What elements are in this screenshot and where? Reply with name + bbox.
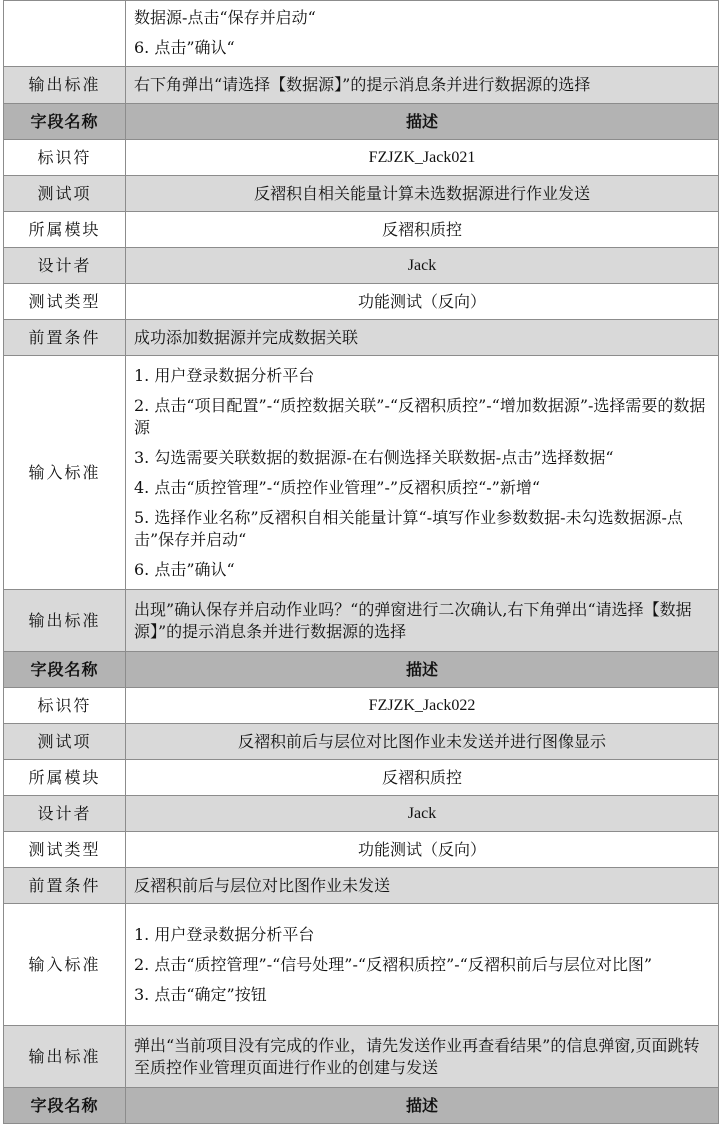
input-label: 输入标准 — [4, 356, 126, 590]
case-id: FZJZK_Jack021 — [126, 140, 719, 176]
header-row — [4, 104, 719, 140]
test-type-label: 测试类型 — [4, 832, 126, 868]
output-label: 输出标准 — [4, 590, 126, 652]
description-header: 描述 — [126, 104, 719, 140]
description-header: 描述 — [126, 652, 719, 688]
table-row — [4, 590, 719, 652]
module-value: 反褶积质控 — [126, 760, 719, 796]
table-row — [4, 1026, 719, 1088]
step-text: 5. 选择作业名称”反褶积自相关能量计算“-填写作业参数数据-未勾选数据源-点击”保存并启动“ — [134, 507, 683, 549]
header-row — [4, 652, 719, 688]
table-row — [4, 284, 719, 320]
designer-label: 设计者 — [4, 796, 126, 832]
precondition-label: 前置条件 — [4, 320, 126, 356]
input-label: 输入标准 — [4, 904, 126, 1026]
id-label: 标识符 — [4, 688, 126, 724]
module-label: 所属模块 — [4, 760, 126, 796]
test-item: 反褶积自相关能量计算未选数据源进行作业发送 — [126, 176, 719, 212]
case-id: FZJZK_Jack022 — [126, 688, 719, 724]
designer-label: 设计者 — [4, 248, 126, 284]
table-row — [4, 67, 719, 104]
table-row — [4, 868, 719, 904]
table-row — [4, 796, 719, 832]
table-row — [4, 760, 719, 796]
step-text: 2. 点击“项目配置”-“质控数据关联”-“反褶积质控”-“增加数据源”-选择需要的数据源 — [134, 395, 706, 437]
step-text: 2. 点击“质控管理”-“信号处理”-“反褶积质控”-“反褶积前后与层位对比图” — [134, 954, 653, 974]
test-item-label: 测试项 — [4, 724, 126, 760]
precondition-value: 成功添加数据源并完成数据关联 — [126, 320, 719, 356]
table-row — [4, 356, 719, 590]
table-row — [4, 140, 719, 176]
table-row — [4, 320, 719, 356]
step-text: 6. 点击”确认“ — [134, 38, 235, 57]
test-type-label: 测试类型 — [4, 284, 126, 320]
test-type-value: 功能测试（反向） — [126, 284, 719, 320]
output-label: 输出标准 — [4, 67, 126, 104]
label-cell — [4, 1, 126, 67]
output-text: 右下角弹出“请选择【数据源】”的提示消息条并进行数据源的选择 — [126, 67, 719, 104]
description-header: 描述 — [126, 1088, 719, 1124]
field-name-header: 字段名称 — [4, 652, 126, 688]
module-label: 所属模块 — [4, 212, 126, 248]
output-label: 输出标准 — [4, 1026, 126, 1088]
test-type-value: 功能测试（反向） — [126, 832, 719, 868]
step-text: 1. 用户登录数据分析平台 — [134, 365, 315, 385]
designer-value: Jack — [126, 796, 719, 832]
table-row — [4, 688, 719, 724]
table-row — [4, 724, 719, 760]
table-row — [4, 212, 719, 248]
table-row — [4, 176, 719, 212]
header-row — [4, 1088, 719, 1124]
step-text: 数据源-点击“保存并启动“ — [134, 8, 316, 27]
input-steps-cell — [126, 904, 719, 1026]
step-text: 6. 点击”确认“ — [134, 559, 235, 579]
step-text: 4. 点击“质控管理”-“质控作业管理”-”反褶积质控“-”新增“ — [134, 477, 541, 497]
field-name-header: 字段名称 — [4, 1088, 126, 1124]
table-row — [4, 904, 719, 1026]
input-steps-cell — [126, 1, 719, 67]
table-row — [4, 1, 719, 67]
precondition-label: 前置条件 — [4, 868, 126, 904]
precondition-value: 反褶积前后与层位对比图作业未发送 — [126, 868, 719, 904]
step-text: 1. 用户登录数据分析平台 — [134, 924, 315, 944]
module-value: 反褶积质控 — [126, 212, 719, 248]
table-row — [4, 248, 719, 284]
field-name-header: 字段名称 — [4, 104, 126, 140]
input-steps-cell — [126, 356, 719, 590]
test-item-label: 测试项 — [4, 176, 126, 212]
output-text: 弹出“当前项目没有完成的作业，请先发送作业再查看结果”的信息弹窗,页面跳转至质控作业管理页面进行作业的创建与发送 — [126, 1026, 719, 1088]
output-text: 出现”确认保存并启动作业吗？“的弹窗进行二次确认,右下角弹出“请选择【数据源】”的提示消息条并进行数据源的选择 — [126, 590, 719, 652]
test-case-table — [3, 0, 719, 1124]
test-item: 反褶积前后与层位对比图作业未发送并进行图像显示 — [126, 724, 719, 760]
table-row — [4, 832, 719, 868]
id-label: 标识符 — [4, 140, 126, 176]
designer-value: Jack — [126, 248, 719, 284]
step-text: 3. 点击“确定”按钮 — [134, 984, 267, 1004]
step-text: 3. 勾选需要关联数据的数据源-在右侧选择关联数据-点击”选择数据“ — [134, 447, 614, 467]
